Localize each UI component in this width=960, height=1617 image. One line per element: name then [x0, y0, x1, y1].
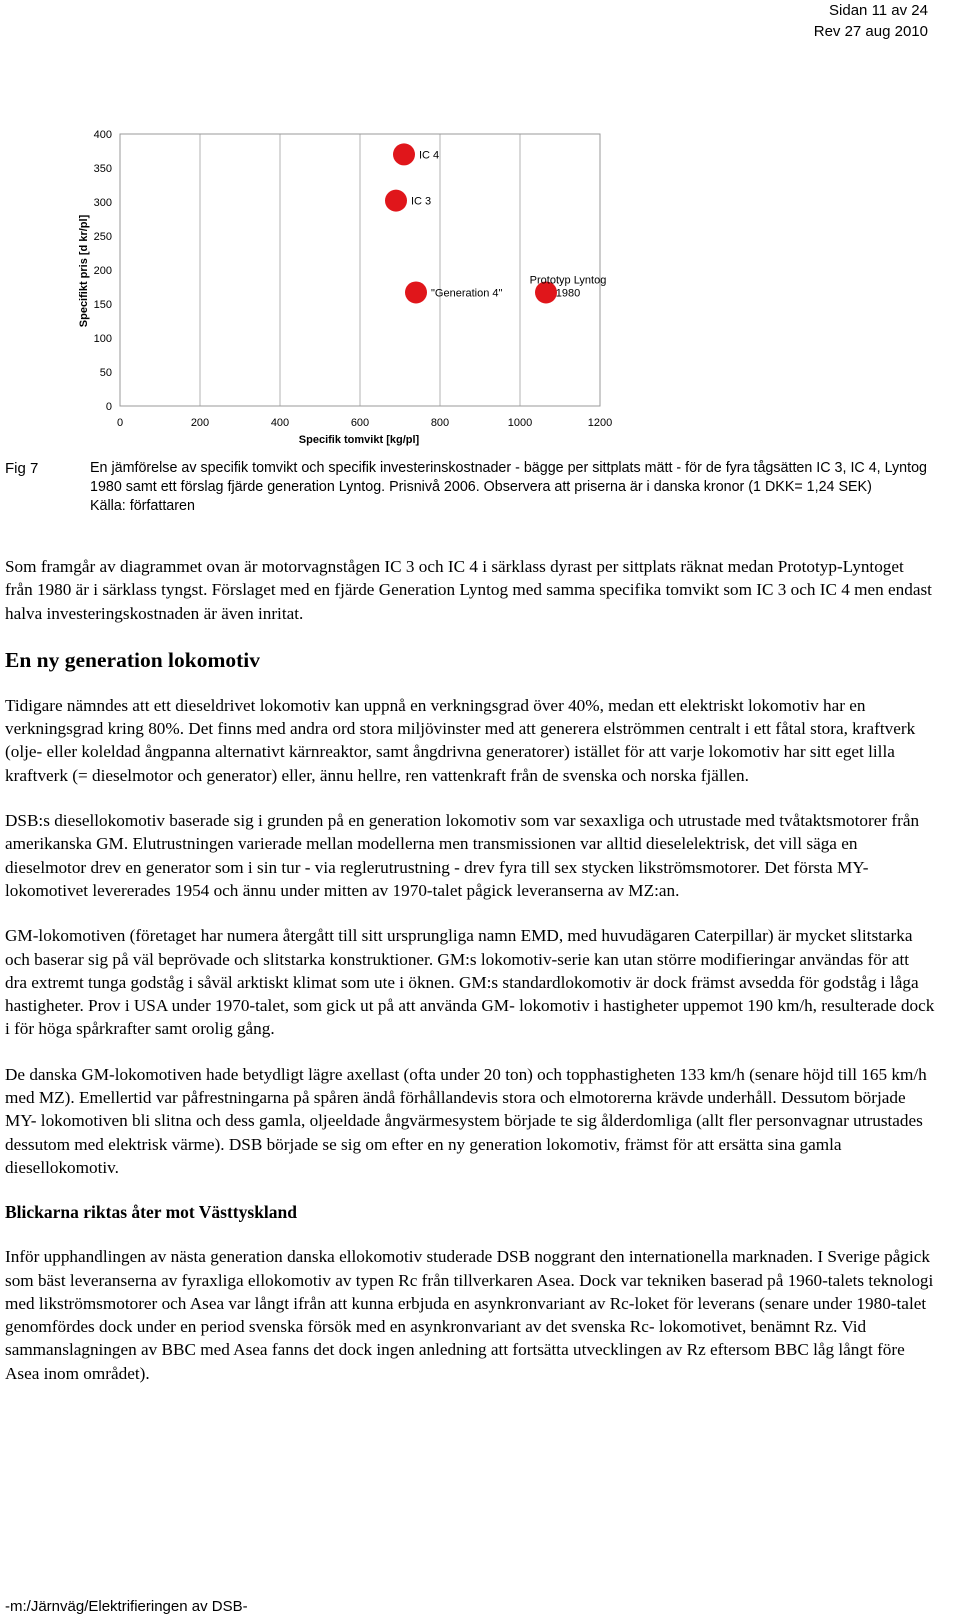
y-tick-label: 200 — [93, 265, 112, 277]
revision-date: Rev 27 aug 2010 — [813, 23, 928, 40]
x-axis-ticks — [117, 417, 612, 429]
figure-caption — [90, 459, 940, 516]
y-tick-label: 300 — [93, 197, 112, 209]
body-text — [5, 555, 935, 1407]
x-tick-label: 600 — [350, 417, 370, 429]
scatter-chart — [0, 0, 960, 455]
data-point-label: IC 3 — [411, 195, 432, 208]
x-tick-label: 800 — [430, 417, 450, 429]
y-tick-label: 0 — [105, 401, 112, 413]
x-tick-label: 1200 — [587, 417, 613, 429]
paragraph: DSB:s diesellokomotiv baserade sig i grunden på en generation lokomotiv som var sexaxliga och utrustade med tvåtaktsmotorer från amerikanska GM. Elutrustningen varierade mellan modellerna men transmissionen var alltid dieselelektrisk, det vill säga en dieselmotor drev en generator som i sin tur - via reglerutrustning - drev fyra till sex stycken likströmsmotorer. Det första MY- lokomotivet levererades 1954 och ännu under mitten av 1970-talet pågick leveranserna av MZ:an. — [5, 811, 920, 900]
paragraph: Inför upphandlingen av nästa generation danska ellokomotiv studerade DSB noggrant den internationella marknaden. I Sverige pågick som bäst leveranserna av fyraxliga ellokomotiv av typen Rc från tillverkaren Asea. Dock var tekniken baserad på 1960-talets teknologi med likströmsmotorer och Asea var långt ifrån att kunna erbjuda en asynkronvariant av Rc-loket för leverans (senare under 1980-talet genomfördes dock under en period svenska försök med en asynkronvariant av det svenska Rc- lokomotivet, benämnt Rz. Vid sammanslagningen av BBC med Asea fanns det dock ingen anledning att fortsätta utvecklingen av Rz eftersom BBC låg långt före Asea inom området). — [5, 1247, 934, 1383]
x-tick-label: 400 — [270, 417, 290, 429]
y-axis-label: Specifikt pris [d kr/pl] — [78, 214, 90, 328]
paragraph: Som framgår av diagrammet ovan är motorvagnstågen IC 3 och IC 4 i särklass dyrast per sittplats räknat medan Prototyp-Lyntoget från 1980 är i särklass tyngst. Förslaget med en fjärde Generation Lyntog med samma specifika tomvikt som IC 3 och IC 4 men endast halva investeringskostnaden är även inritat. — [5, 557, 932, 623]
y-axis-ticks — [94, 129, 112, 413]
y-tick-label: 350 — [93, 163, 112, 175]
x-axis-label: Specifik tomvikt [kg/pl] — [298, 434, 420, 446]
y-tick-label: 250 — [93, 231, 112, 243]
page-number: Sidan 11 av 24 — [829, 2, 928, 19]
chart-points — [385, 143, 606, 303]
x-tick-label: 200 — [190, 417, 210, 429]
caption-text: En jämförelse av specifik tomvikt och specifik investerinskostnader - bägge per sittplats mätt - för de fyra tågsätten IC 3, IC 4, Lyntog 1980 samt ett förslag fjärde generation Lyntog. Prisnivå 2006. Observera att priserna är i danska kronor (1 DKK= 1,24 SEK) — [90, 460, 928, 495]
data-point-marker — [385, 190, 407, 212]
y-tick-label: 100 — [93, 333, 112, 345]
data-point-label: IC 4 — [419, 149, 440, 162]
data-point-marker — [393, 143, 415, 165]
footer-path: -m:/Järnväg/Elektrifieringen av DSB- — [5, 1598, 248, 1615]
paragraph: De danska GM-lokomotiven hade betydligt lägre axellast (ofta under 20 ton) och topphastigheten 133 km/h (senare höjd till 165 km/h med MZ). Emellertid var påfrestningarna på spåren ändå förhållandevis stora och elmotorerna krävde underhåll. Dessutom började MY- lokomotiven bli slitna och dess gamla, oljeeldade ångvärmesystem började te sig ålderdomliga (allt fler personvagnar utrustades dessutom med elektrisk värme). DSB började se sig om efter en ny generation lokomotiv, främst för att ersätta sina gamla diesellokomotiv. — [5, 1064, 927, 1177]
data-point-label: 1980 — [555, 287, 581, 300]
y-tick-label: 400 — [93, 129, 112, 141]
data-point-label: "Generation 4" — [431, 287, 503, 300]
x-tick-label: 1000 — [507, 417, 533, 429]
paragraph: Tidigare nämndes att ett dieseldrivet lokomotiv kan uppnå en verkningsgrad över 40%, medan ett elektriskt lokomotiv har en verkningsgrad kring 80%. Det finns med andra ord stora miljövinster med att generera elströmmen centralt i ett fåtal stora, kraftverk (olje- eller koleldad ångpanna alternativt kärnreaktor, samt ångdrivna generatorer) istället för att varje lokomotiv har sitt eget lilla kraftverk (= dieselmotor och generator) eller, ännu hellre, ren vattenkraft från de svenska och norska fjällen. — [5, 695, 916, 785]
subsection-heading: Blickarna riktas åter mot Västtyskland — [5, 1202, 298, 1223]
caption-source: Källa: författaren — [90, 498, 195, 514]
paragraph: GM-lokomotiven (företaget har numera återgått till sitt ursprungliga namn EMD, med huvudägaren Caterpillar) är mycket slitstarka och baserar sig på väl beprövade och slitstarka konstruktioner. GM:s lokomotiv-serie kan utan större modifieringar användas för att dra extremt tunga godståg i såväl arktiskt klimat som ute i öknen. GM:s standardlokomotiv är dock främst avsedda för godståg i låga hastigheter. Prov i USA under 1970-talet, som gick ut på att använda GM- lokomotiv i hastigheter uppemot 190 km/h, resulterade dock i för höga spårkrafter samt orolig gång. — [5, 926, 935, 1039]
figure-label: Fig 7 — [5, 460, 39, 477]
x-tick-label: 0 — [116, 417, 124, 429]
y-tick-label: 50 — [99, 367, 112, 379]
section-heading: En ny generation lokomotiv — [5, 647, 261, 672]
data-point-label: Prototyp Lyntog — [529, 274, 607, 287]
data-point-marker — [405, 281, 427, 303]
chart-gridlines — [120, 134, 600, 406]
y-tick-label: 150 — [93, 299, 112, 311]
